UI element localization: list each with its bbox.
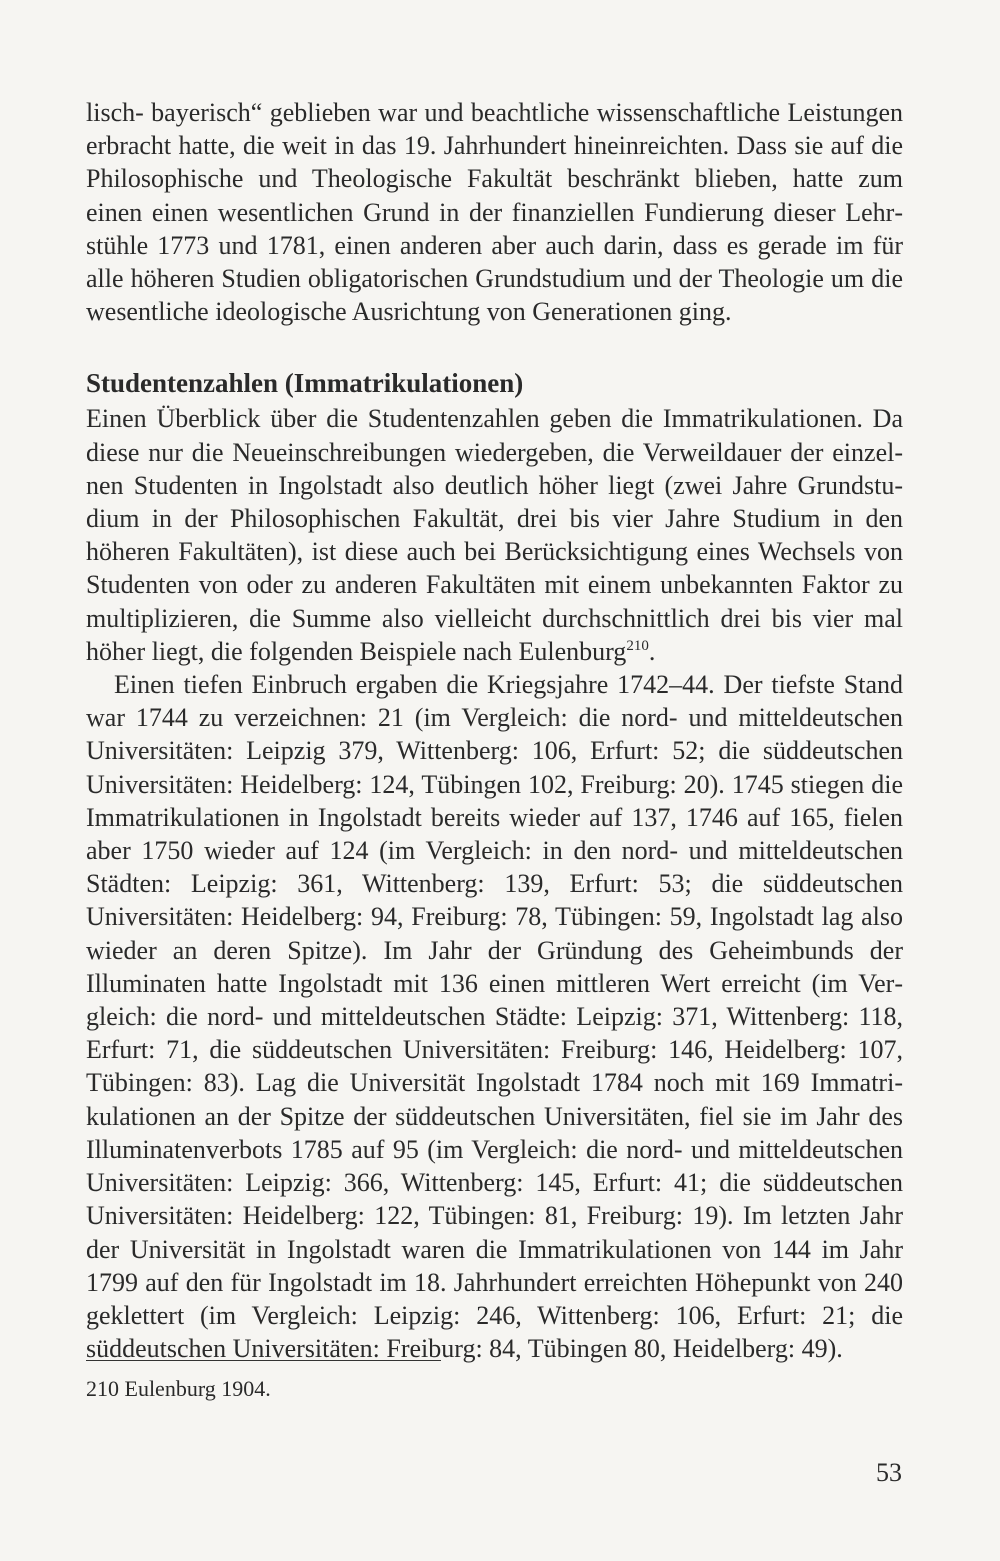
- footnote-divider: [86, 1360, 441, 1361]
- paragraph: [86, 402, 903, 668]
- paragraph-text: Einen Überblick über die Studentenzahlen geben die Immatrikulationen. Da diese nur die Neueinschreibungen wiedergeben, die Verweildauer der einzelnen Studenten in Ingolstadt also deutlich höher liegt (zwei Jahre Grundstudium in der Philosophischen Fakultät, drei bis vier Jahre Studium in den höheren Fakultäten), ist diese auch bei Berücksichtigung eines Wechsels von Studenten von oder zu anderen Fakultäten mit einem unbekannten Faktor zu multiplizieren, die Summe also vielleicht durchschnittlich drei bis vier mal höher liegt, die folgenden Beispiele nach Eulenburg: [86, 404, 903, 666]
- body-text: [86, 96, 903, 1365]
- paragraph: Einen tiefen Einbruch ergaben die Kriegsjahre 1742–44. Der tiefste Stand war 1744 zu verzeichnen: 21 (im Vergleich: die nord- und mitteldeutschen Universitäten: Leipzig 379, Wittenberg: 106, Erfurt: 52; die süddeutschen Universitäten: Heidelberg: 124, Tübingen 102, Freiburg: 20). 1745 stiegen die Immatrikulationen in Ingolstadt bereits wieder auf 137, 1746 auf 165, fielen aber 1750 wieder auf 124 (im Vergleich: in den nord- und mitteldeutschen Städten: Leipzig: 361, Wittenberg: 139, Erfurt: 53; die süddeutschen Universitäten: Heidelberg: 94, Freiburg: 78, Tübingen: 59, Ingolstadt lag also wieder an deren Spitze). Im Jahr der Gründung des Geheimbunds der Illuminaten hatte Ingolstadt mit 136 einen mittleren Wert erreicht (im Vergleich: die nord- und mitteldeutschen Städte: Leipzig: 371, Wittenberg: 118, Erfurt: 71, die süddeutschen Universitäten: Freiburg: 146, Heidelberg: 107, Tübingen: 83). Lag die Universität Ingolstadt 1784 noch mit 169 Immatrikulationen an der Spitze der süddeutschen Universitäten, fiel sie im Jahr des Illuminatenverbots 1785 auf 95 (im Vergleich: die nord- und mitteldeutschen Universitäten: Leipzig: 366, Wittenberg: 145, Erfurt: 41; die süddeutschen Universitäten: Heidelberg: 122, Tübingen: 81, Freiburg: 19). Im letzten Jahr der Universität in Ingolstadt waren die Immatrikulationen von 144 im Jahr 1799 auf den für Ingolstadt im 18. Jahrhundert erreichten Höhepunkt von 240 geklettert (im Vergleich: Leipzig: 246, Wittenberg: 106, Erfurt: 21; die süddeutschen Universitäten: Freiburg: 84, Tübingen 80, Heidelberg: 49).: [86, 670, 903, 1364]
- paragraph-end: .: [648, 636, 656, 666]
- section-heading: Studentenzahlen (Immatrikulationen): [86, 368, 524, 399]
- footnote: 210 Eulenburg 1904.: [86, 1376, 271, 1401]
- footnote-reference[interactable]: 210: [626, 637, 649, 654]
- paragraph: lisch- bayerisch“ geblieben war und beachtliche wissenschaftliche Leistungen erbracht hatte, die weit in das 19. Jahrhundert hineinreichten. Dass sie auf die Philosophische und Theologische Fakultät beschränkt blieben, hatte zum einen einen wesentlichen Grund in der finanziellen Fundierung dieser Lehrstühle 1773 und 1781, einen anderen aber auch darin, dass es gerade im für alle höheren Studien obligatorischen Grundstudium und der Theologie um die wesentliche ideologische Ausrichtung von Generationen ging.: [86, 98, 903, 327]
- page-number: 53: [876, 1458, 902, 1487]
